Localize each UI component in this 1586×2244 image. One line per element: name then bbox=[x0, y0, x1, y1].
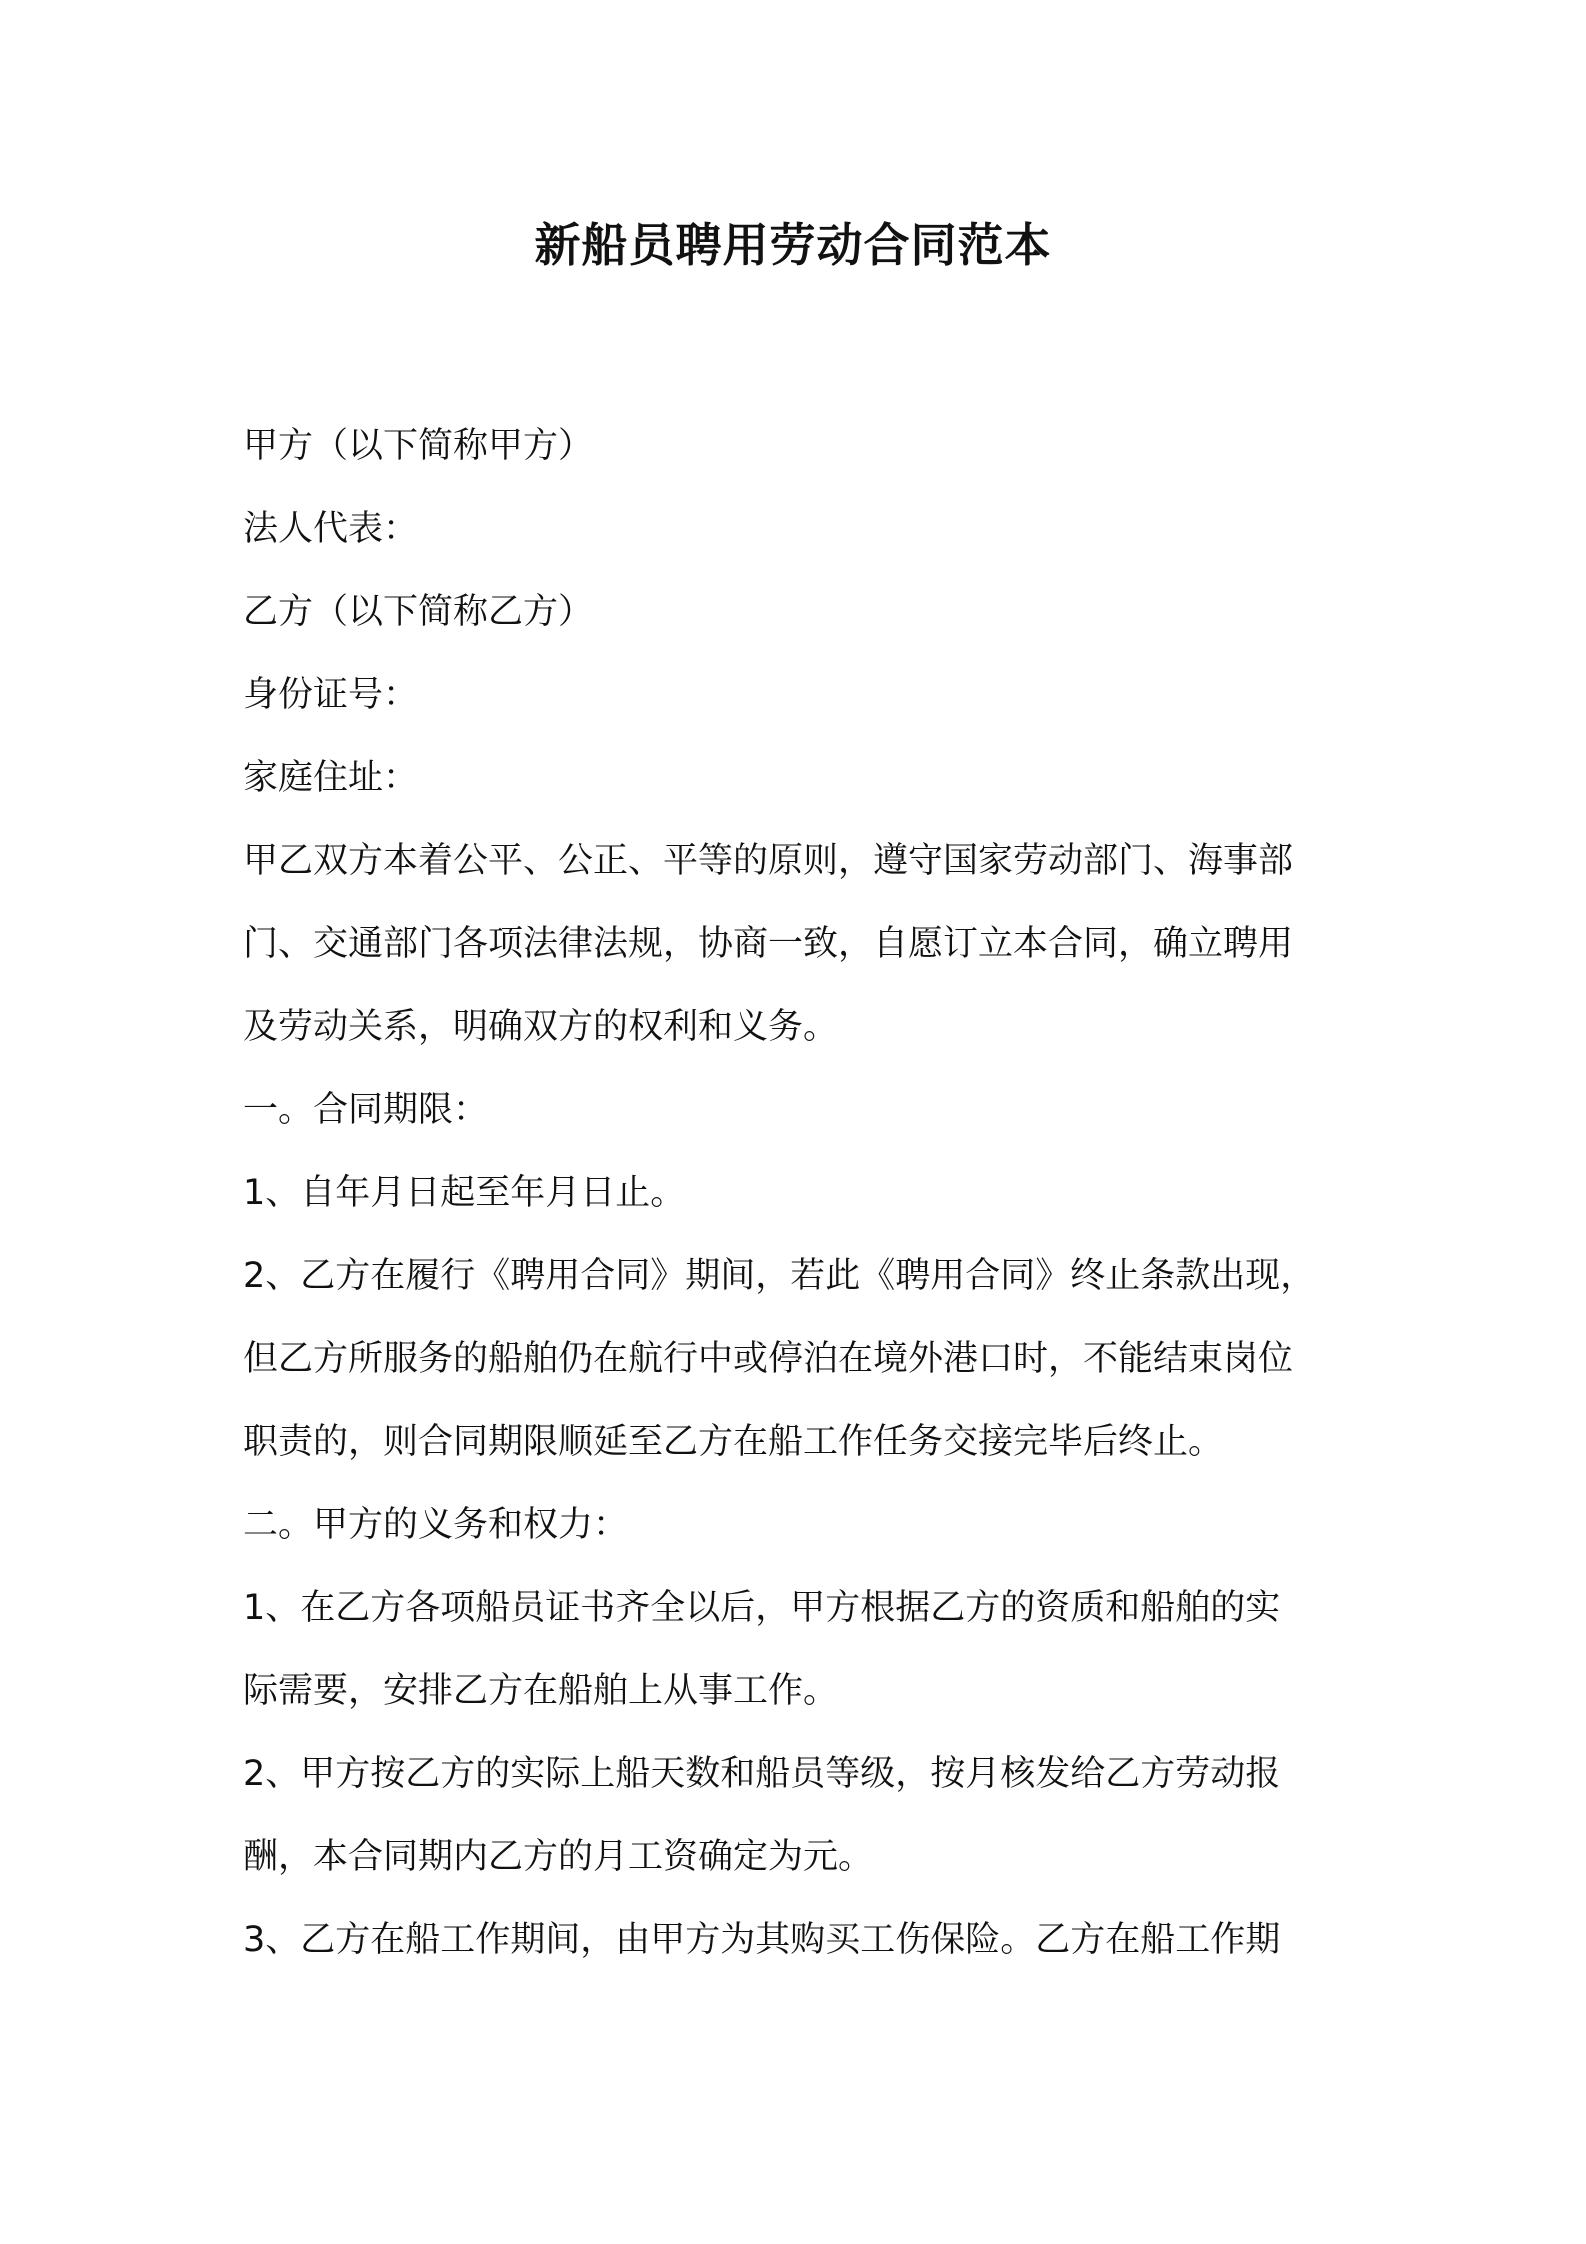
clause-line: 2、乙方在履行《聘用合同》期间，若此《聘用合同》终止条款出现， bbox=[243, 1256, 1316, 1296]
party-b-line: 乙方（以下简称乙方） bbox=[243, 592, 594, 632]
document-title: 新船员聘用劳动合同范本 bbox=[534, 218, 1052, 272]
home-address-line: 家庭住址： bbox=[243, 758, 419, 798]
clause-line: 1、在乙方各项船员证书齐全以后，甲方根据乙方的资质和船舶的实 bbox=[243, 1588, 1281, 1628]
party-a-line: 甲方（以下简称甲方） bbox=[243, 426, 594, 466]
clause-line: 但乙方所服务的船舶仍在航行中或停泊在境外港口时，不能结束岗位 bbox=[243, 1339, 1294, 1379]
clause-line: 职责的，则合同期限顺延至乙方在船工作任务交接完毕后终止。 bbox=[243, 1422, 1224, 1462]
preamble-line: 门、交通部门各项法律法规，协商一致，自愿订立本合同，确立聘用 bbox=[243, 924, 1294, 964]
document-body bbox=[243, 405, 1363, 1982]
preamble-line: 甲乙双方本着公平、公正、平等的原则，遵守国家劳动部门、海事部 bbox=[243, 841, 1294, 881]
legal-representative-line: 法人代表： bbox=[243, 509, 419, 549]
id-number-line: 身份证号： bbox=[243, 675, 419, 715]
section-heading: 二。甲方的义务和权力： bbox=[243, 1505, 629, 1545]
clause-line: 3、乙方在船工作期间，由甲方为其购买工伤保险。乙方在船工作期 bbox=[243, 1920, 1281, 1960]
clause-line: 2、甲方按乙方的实际上船天数和船员等级，按月核发给乙方劳动报 bbox=[243, 1754, 1281, 1794]
section-heading: 一。合同期限： bbox=[243, 1090, 489, 1130]
clause-line: 1、自年月日起至年月日止。 bbox=[243, 1173, 686, 1213]
clause-line: 际需要，安排乙方在船舶上从事工作。 bbox=[243, 1671, 839, 1711]
preamble-line: 及劳动关系，明确双方的权利和义务。 bbox=[243, 1007, 839, 1047]
clause-line: 酬，本合同期内乙方的月工资确定为元。 bbox=[243, 1837, 874, 1877]
